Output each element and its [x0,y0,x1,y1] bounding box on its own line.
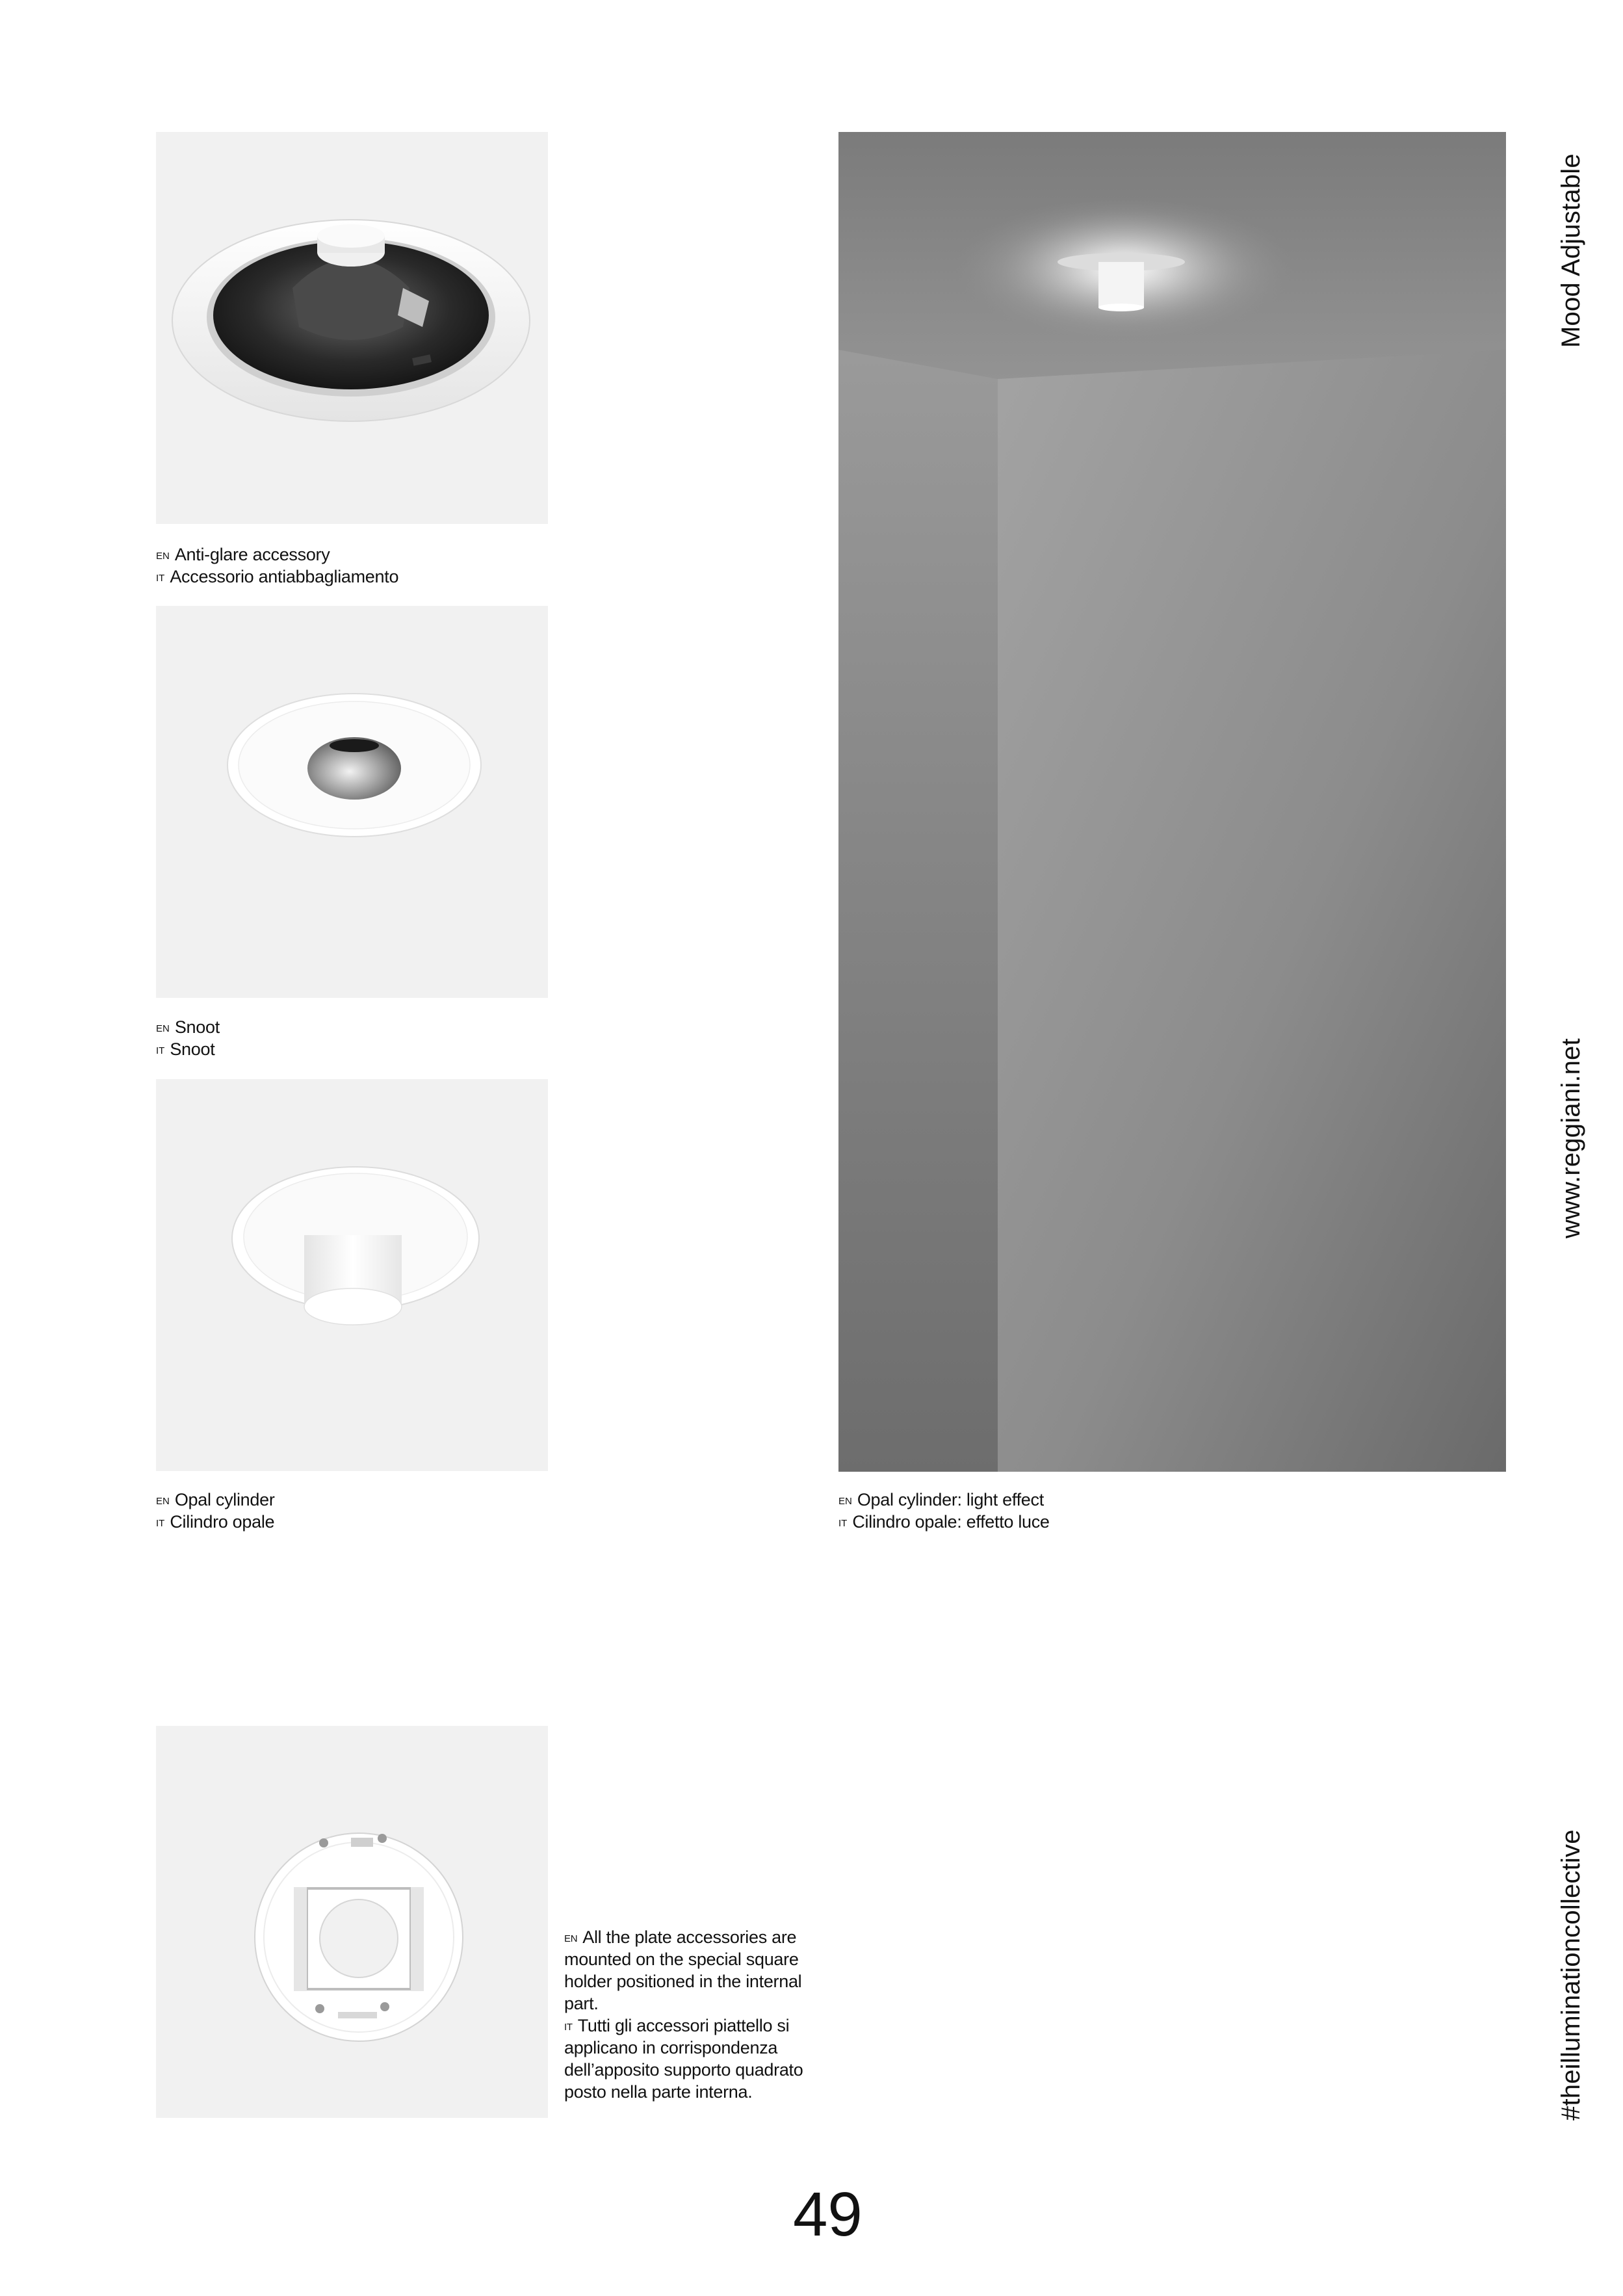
holder-note: $^{EN}$ All the plate accessories are mounted on the special square holder positioned in the internal part. $^{IT}$ Tutti gli accessori piattello si applicano in corrispondenza dell’apposito supporto quadrato posto nella parte interna. [564,1927,803,2102]
caption-opal-cylinder: $^{EN}$ Opal cylinder $^{IT}$ Cilindro opale [156,1490,275,1532]
caption-light-effect: $^{EN}$ Opal cylinder: light effect $^{IT}$ Cilindro opale: effetto luce [838,1490,1050,1532]
product-image-anti-glare [156,132,548,524]
room-corner-illustration [838,132,1506,1472]
snoot-illustration [156,606,548,998]
sidebar-hashtag: #theilluminationcollective [1557,1829,1585,2120]
caption-anti-glare: $^{EN}$ Anti-glare accessory $^{IT}$ Accessorio antiabbagliamento [156,545,399,586]
sidebar-product-name: Mood Adjustable [1557,153,1585,348]
sidebar-website-link[interactable]: www.reggiani.net [1557,1038,1585,1238]
opal-cylinder-illustration [156,1079,548,1471]
product-image-square-holder [156,1726,548,2118]
photo-opal-cylinder-light-effect [838,132,1506,1472]
square-holder-illustration [156,1726,548,2118]
caption-snoot: $^{EN}$ Snoot $^{IT}$ Snoot [156,1017,220,1059]
page-number: 49 [793,2180,863,2249]
product-image-snoot [156,606,548,998]
product-image-opal-cylinder [156,1079,548,1471]
anti-glare-illustration [156,132,548,524]
